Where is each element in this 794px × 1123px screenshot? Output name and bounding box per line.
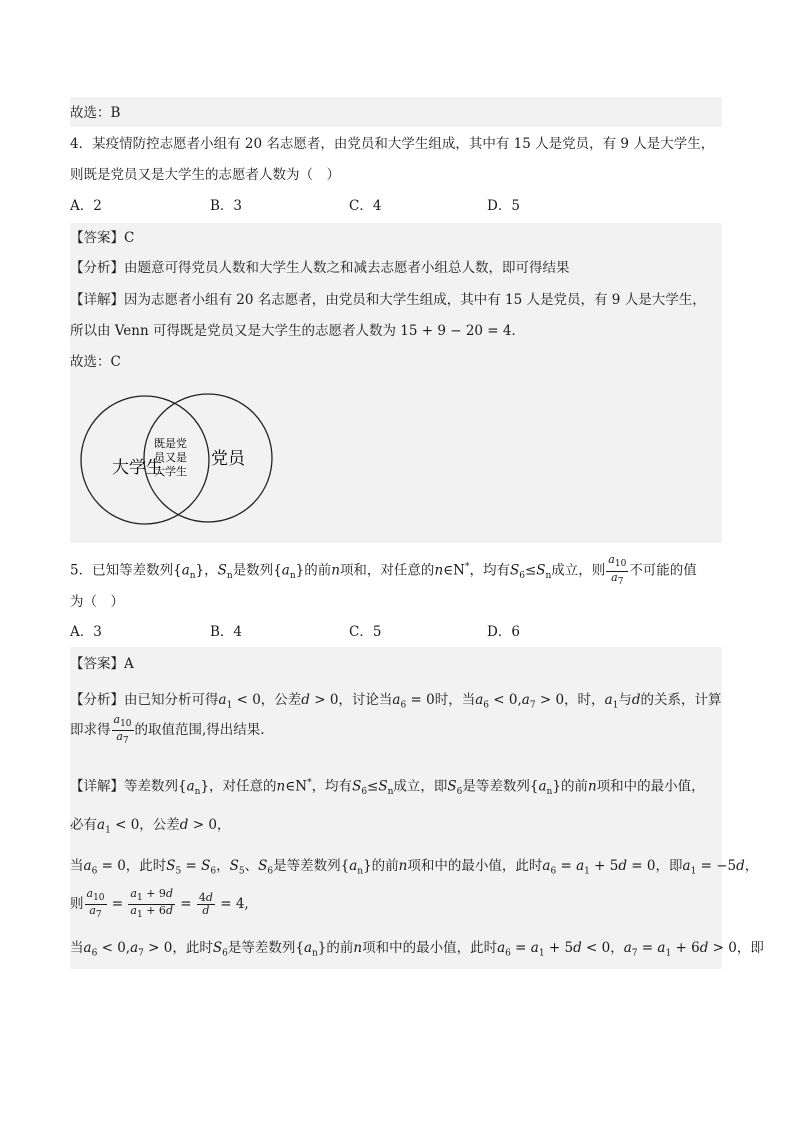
q5-detail-3: 当$a_6 = 0$，此时$S_5 = S_6$，$S_5$、$S_6$是等差数列$\{a_n\}$的前n项和中的最小值，此时$a_6 = a_1 + 5d = 0$，即$a_1 = -5d$， (70, 858, 759, 877)
q5-text: 的取值范围,得出结果. (134, 722, 265, 739)
q4-option-a: A．2 (70, 198, 102, 214)
q5-text: 成立，即 (393, 778, 448, 795)
q5-answer: 【答案】A (70, 656, 134, 672)
q5-text: 时，当 (434, 692, 476, 708)
q5-text: 必有 (70, 817, 97, 833)
q5-detail-2: 必有$a_1 < 0$，公差d > 0， (70, 817, 231, 836)
q5-text: 当 (70, 940, 84, 956)
venn-diagram (70, 380, 290, 530)
fraction-expanded: $\frac{a_1 + 9d}{a_1 + 6d}$ (130, 887, 173, 921)
q5-text: 5．已知等差数列 (70, 562, 174, 579)
q5-options (70, 622, 722, 642)
q5-text: ，公差 (260, 692, 302, 708)
venn-label-both-3: 大学生 (154, 465, 187, 478)
q5-text: ，均有 (311, 778, 353, 795)
q5-text: 【详解】等差数列 (70, 778, 178, 795)
q4-analysis: 【分析】由题意可得党员人数和大学生人数之和减去志愿者小组总人数，即可得结果 (70, 260, 570, 276)
q5-analysis-1: 【分析】由已知分析可得$a_1 < 0$，公差d > 0，讨论当$a_6 = 0$时，当$a_6 < 0,a_7 > 0$，时，$a_1$与d的关系，计算 (70, 692, 722, 711)
q4-options (70, 196, 722, 216)
q5-option-a: A．3 (70, 624, 102, 640)
q5-text: ， (610, 940, 624, 956)
q5-text: ，时， (564, 692, 605, 708)
q5-text: 当 (70, 858, 84, 874)
q5-text: 的前 (560, 778, 588, 795)
q5-text: 的前 (326, 940, 354, 956)
fraction-a10-a7: $\frac{a_{10}}{a_7}$ (608, 553, 627, 587)
q5-text: 的前 (371, 858, 399, 874)
venn-label-members: 党员 (211, 449, 245, 469)
q5-text: 则 (70, 896, 84, 913)
q5-text: ，公差 (139, 817, 180, 833)
q5-option-d: D．6 (487, 624, 520, 640)
fraction-a10-a7: $\frac{a_{10}}{a_7}$ (86, 887, 105, 921)
q4-stem-1: 4．某疫情防控志愿者小组有 20 名志愿者，由党员和大学生组成，其中有 15 人是党员，有 9 人是大学生， (70, 136, 715, 152)
q5-text: 是等差数列 (227, 940, 296, 956)
q5-text: ，均有 (469, 562, 510, 579)
q4-selection: 故选：C (70, 354, 121, 370)
q5-text: 是等差数列 (273, 858, 341, 874)
q5-text: ，即 (655, 858, 683, 874)
q5-detail-4: 则 $\frac{a_{10}}{a_7}$ = $\frac{a_1 + 9d}{a_1 + 6d}$ = $\frac{4d}{d}$ = 4, (70, 887, 249, 921)
q5-text: ，即 (736, 940, 764, 956)
q4-detail-1: 【详解】因为志愿者小组有 20 名志愿者，由党员和大学生组成，其中有 15 人是党员，有 9 人是大学生， (70, 292, 706, 308)
q5-text: 【分析】由已知分析可得 (70, 692, 219, 708)
q5-text: 的关系，计算 (640, 692, 722, 708)
q5-detail-1: 【详解】等差数列$\{a_n\}$，对任意的n∈N*，均有$S_6\le S_n$成立，即$S_6$是等差数列$\{a_n\}$的前n项和中的最小值， (70, 778, 705, 798)
q5-text: 项和中的最小值，此时 (407, 858, 543, 874)
q5-detail-5: 当$a_6 < 0,a_7 > 0$，此时$S_6$是等差数列$\{a_n\}$的前n项和中的最小值，此时$a_6 = a_1 + 5d < 0$，$a_7 = a_1 + 6d > 0$，即 (70, 940, 764, 959)
q5-text: 项和中的最小值， (596, 778, 705, 795)
q5-option-c: C．5 (349, 624, 382, 640)
q4-answer: 【答案】C (70, 230, 135, 246)
q4-detail-2: 所以由 Venn 可得既是党员又是大学生的志愿者人数为 15 + 9 − 20 = 4． (70, 323, 525, 339)
q5-text: ，讨论当 (338, 692, 393, 708)
q5-text: 项和中的最小值，此时 (362, 940, 498, 956)
fraction-simplified: $\frac{4d}{d}$ (198, 891, 213, 918)
q5-text: ，此时 (125, 858, 167, 874)
q5-stem-2: 为（ ） (70, 594, 124, 610)
q4-option-b: B．3 (210, 198, 243, 214)
q5-text: ， (216, 858, 230, 874)
q5-text: 的前 (304, 562, 332, 579)
q5-text: 是数列 (232, 562, 274, 579)
q5-text: 即求得 (70, 722, 111, 739)
venn-label-both-2: 员又是 (154, 451, 187, 464)
q5-text: ，对任意的 (209, 778, 277, 795)
venn-label-students: 大学生 (112, 458, 163, 478)
fraction-a10-a7: $\frac{a_{10}}{a_7}$ (113, 713, 132, 747)
q5-analysis-2 (70, 713, 722, 747)
q5-text: 成立，则 (551, 562, 606, 579)
q5-stem-1: 5．已知等差数列$\{a_n\}$，$S_n$是数列$\{a_n\}$的前n项和，对任意的n∈N*，均有$S_6\le S_n$成立，则 $\frac{a_{10}}{a_7}$ 不可能的值 (70, 553, 697, 587)
q5-text: 、 (244, 858, 259, 874)
q5-text: ， (204, 562, 218, 579)
q4-stem-2: 则既是党员又是大学生的志愿者人数为（ ） (70, 167, 340, 183)
q5-text: 不可能的值 (629, 562, 697, 579)
q5-text: 与 (618, 692, 632, 708)
q5-text: 是等差数列 (462, 778, 530, 795)
venn-label-both-1: 既是党 (154, 437, 187, 450)
q4-option-d: D．5 (487, 198, 520, 214)
q5-text: 项和，对任意的 (339, 562, 435, 579)
prev-selection: 故选：B (70, 105, 121, 121)
q5-text: ，此时 (172, 940, 213, 956)
q5-option-b: B．4 (210, 624, 243, 640)
q4-option-c: C．4 (349, 198, 382, 214)
